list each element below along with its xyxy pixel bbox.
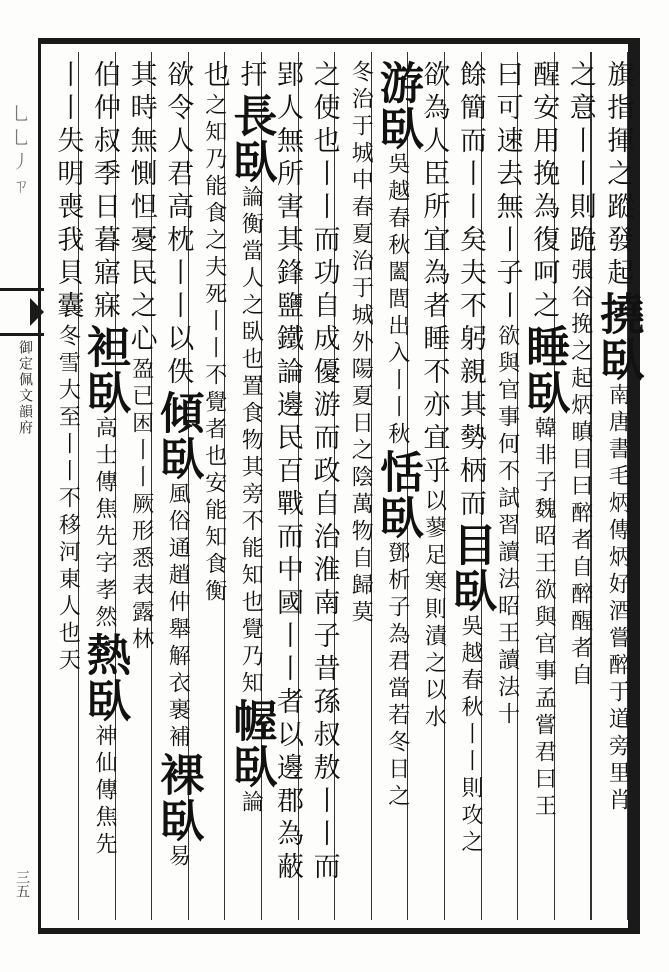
annotation-text: 河東人也天 [55, 540, 81, 675]
body-text: 丨丨失明喪我貝囊 [52, 60, 84, 324]
body-text: 餘簡而丨丨矣夫不躬親其勢柄而 [455, 60, 486, 522]
body-text: 伯仲叔季日暮寤寐 [89, 60, 120, 324]
annotation-text: 論 [238, 790, 264, 817]
annotation-text: 風俗通趙仲舉解衣裹補 [165, 482, 191, 752]
annotation-text: 之知乃能食之夫死丨丨不覺者也安能知食 [201, 93, 227, 579]
frame-left-border [38, 38, 41, 934]
fishtail-bar-top [0, 288, 44, 291]
body-text: 之使也丨丨而功自成優游而政自治淮南子昔孫叔敖丨丨而 [308, 60, 340, 885]
annotation-text: 吳越春秋闔閭出入丨丨秋 [384, 152, 410, 449]
body-text: 欲令人君高枕丨丨以佚 [162, 60, 194, 390]
entry-headword: 長臥 [225, 93, 277, 185]
annotation-text: 衡 [201, 579, 227, 606]
annotation-text: 盈已困丨丨厥形悉表露 [128, 357, 154, 627]
annotation-text: 林 [128, 627, 154, 654]
annotation-text: 南唐書毛炳傳炳好酒嘗醉于道旁里肖 [605, 383, 631, 815]
annotation-text: 冬治于城中春夏治于城外 [348, 60, 374, 357]
annotation-text: 神仙傳焦先 [92, 724, 117, 859]
frame-top-border [38, 38, 640, 44]
annotation-text: 韓非子魏昭王欲與官事孟嘗君曰王 [531, 416, 557, 821]
entry-headword: 撓臥 [592, 291, 644, 383]
annotation-text: 吳越春秋丨丨則攻之 [458, 614, 483, 857]
entry-headword: 袒臥 [79, 324, 130, 416]
annotation-text: 鄧析子為君當若冬日之 [384, 541, 410, 811]
folio-number: 三五 [14, 870, 30, 898]
annotation-text: 陽夏日之陰萬物自歸莫 [348, 357, 374, 627]
body-text: 旗指揮之蹤發起 [602, 60, 634, 291]
entry-headword: 熱臥 [79, 632, 130, 724]
body-text: 扞 [235, 60, 267, 93]
body-text: 曰可速去無丨子丨 [491, 60, 523, 324]
entry-headword: 睡臥 [518, 324, 570, 416]
entry-headword: 傾臥 [152, 390, 204, 482]
annotation-text: 高士傳焦先字孝然 [92, 416, 117, 632]
body-text: 之意丨丨則跪 [564, 60, 596, 258]
fishtail-mark [0, 288, 44, 348]
body-text: 欲為人臣所宜為者睡不亦宜乎 [418, 60, 450, 489]
annotation-text: 論衡當人之臥也置食物其旁不能知也覺乃知 [238, 185, 264, 698]
annotation-text: 張谷挽之起炳瞋目曰醉者自醉醒者自 [567, 258, 593, 690]
margin-strip [0, 44, 38, 928]
entry-headword: 幄臥 [225, 698, 277, 790]
book-title: 御定佩文韻府 [17, 340, 33, 436]
entry-headword: 恬臥 [371, 449, 423, 541]
entry-headword: 游臥 [371, 60, 423, 152]
fishtail-bar-bottom [0, 333, 44, 336]
body-text: 醒安用挽為復呵之 [528, 60, 560, 324]
text-column [42, 52, 84, 920]
body-text: 郢人無所害其鋒鹽鐵論邊民百戰而中國丨丨者以邊郡為蔽 [272, 60, 303, 885]
frame-bottom-border [38, 928, 640, 934]
entry-headword: 目臥 [445, 522, 496, 614]
margin-top-glyphs: 乚乚丿ㄗ [9, 104, 30, 200]
annotation-text: 冬雪大至丨丨不移 [55, 324, 81, 540]
annotation-text: 以蓼足寒則漬之以水 [421, 489, 447, 732]
entry-headword: 裸臥 [152, 752, 204, 844]
annotation-text: 易 [165, 844, 191, 871]
column-text [42, 52, 92, 920]
body-text: 其時無惻怛憂民之心 [125, 60, 157, 357]
body-text: 也 [198, 60, 230, 93]
annotation-text: 欲與官事何不試習讀法昭王讀法十 [494, 324, 520, 729]
